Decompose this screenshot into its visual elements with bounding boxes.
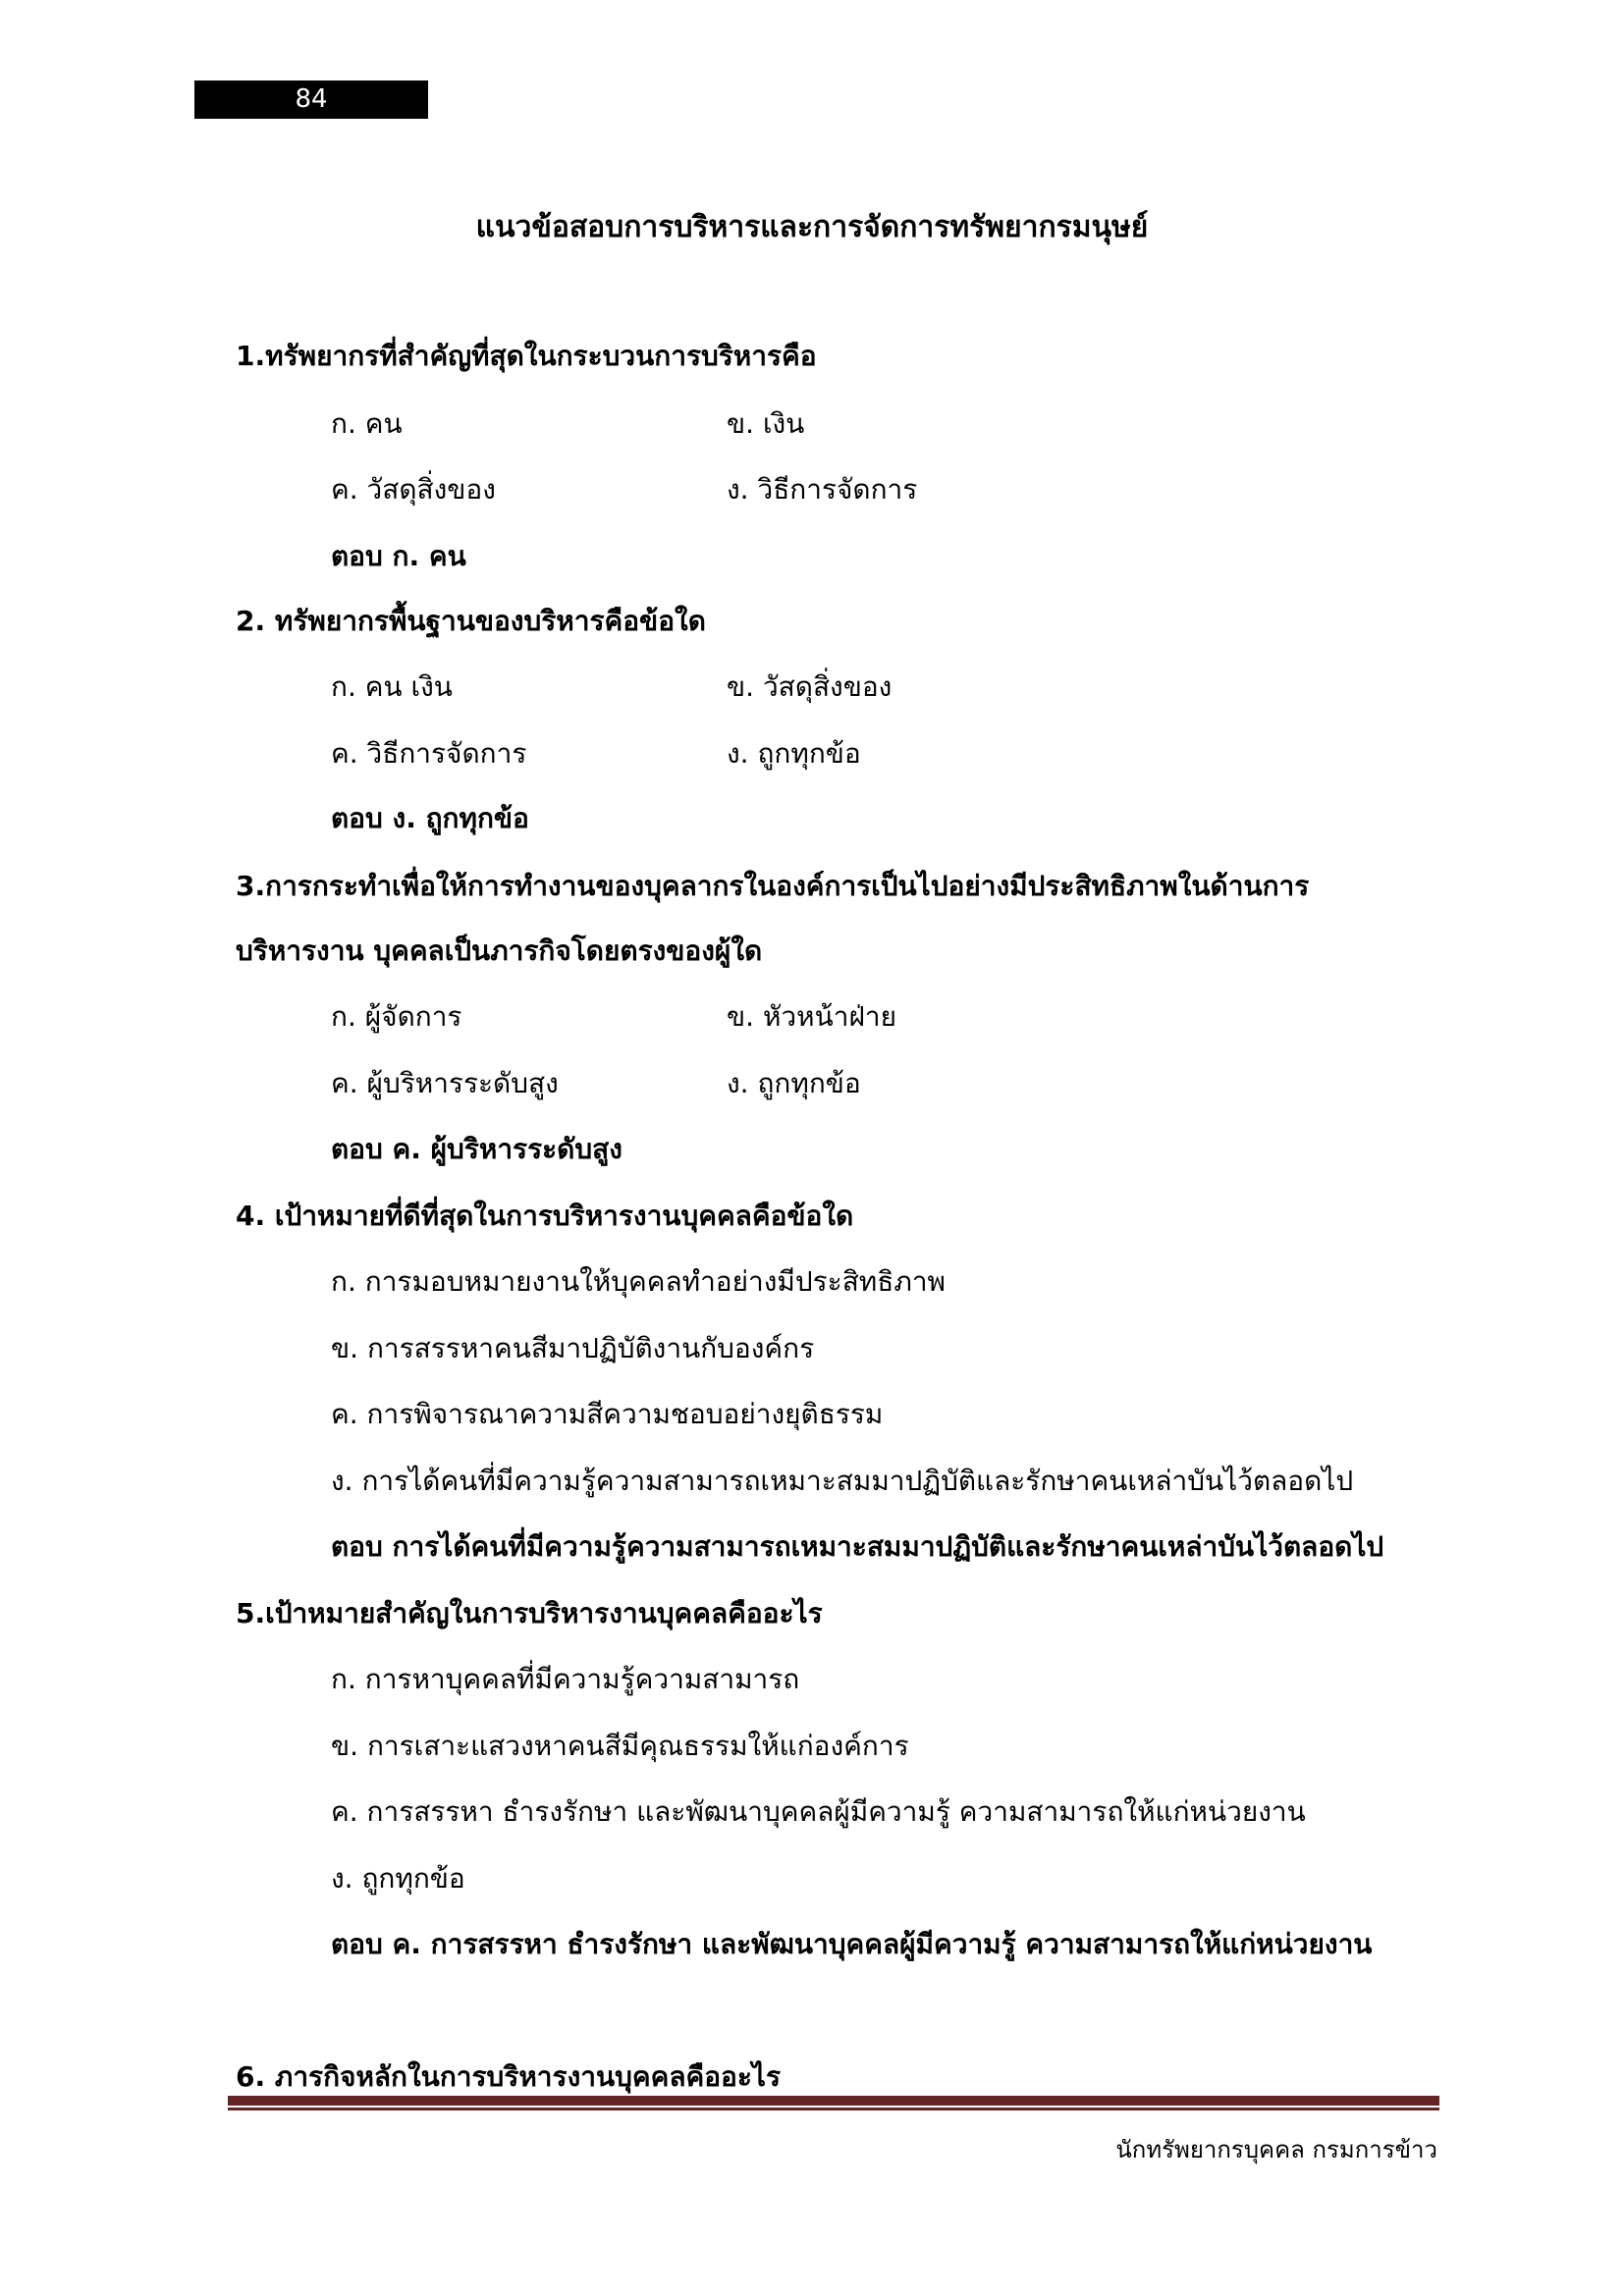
- q2-answer: ตอบ ง. ถูกทุกข้อ: [331, 802, 529, 834]
- q4-option-a: ก. การมอบหมายงานให้บุคคลทำอย่างมีประสิทธิภาพ: [331, 1265, 946, 1298]
- q4-answer: ตอบ การได้คนที่มีความรู้ความสามารถเหมาะสมมาปฏิบัติและรักษาคนเหล่าบันไว้ตลอดไป: [331, 1530, 1384, 1563]
- q1-option-d: ง. วิธีการจัดการ: [727, 473, 918, 506]
- q4-option-c: ค. การพิจารณาความสีความชอบอย่างยุติธรรม: [331, 1398, 884, 1430]
- q2-option-a: ก. คน เงิน: [331, 670, 453, 703]
- q3-option-b: ข. หัวหน้าฝ่าย: [727, 1000, 896, 1033]
- question-3-line-2: บริหารงาน บุคคลเป็นภารกิจโดยตรงของผู้ใด: [236, 934, 763, 967]
- q5-option-b: ข. การเสาะแสวงหาคนสีมีคุณธรรมให้แก่องค์การ: [331, 1730, 909, 1762]
- document-title: แนวข้อสอบการบริหารและการจัดการทรัพยากรมนุษย์: [475, 210, 1149, 244]
- q2-option-b: ข. วัสดุสิ่งของ: [727, 670, 893, 703]
- q1-answer: ตอบ ก. คน: [331, 540, 466, 572]
- q4-option-b: ข. การสรรหาคนสีมาปฏิบัติงานกับองค์กร: [331, 1332, 815, 1364]
- q5-option-c: ค. การสรรหา ธำรงรักษา และพัฒนาบุคคลผู้มีความรู้ ความสามารถให้แก่หน่วยงาน: [331, 1795, 1306, 1828]
- q5-option-a: ก. การหาบุคคลที่มีความรู้ความสามารถ: [331, 1663, 800, 1695]
- q2-option-d: ง. ถูกทุกข้อ: [727, 737, 861, 770]
- q3-option-c: ค. ผู้บริหารระดับสูง: [331, 1067, 559, 1099]
- q5-answer: ตอบ ค. การสรรหา ธำรงรักษา และพัฒนาบุคคลผู้มีความรู้ ความสามารถให้แก่หน่วยงาน: [331, 1928, 1373, 1960]
- q2-option-c: ค. วิธีการจัดการ: [331, 737, 527, 770]
- q1-option-c: ค. วัสดุสิ่งของ: [331, 473, 496, 506]
- footer-organization: นักทรัพยากรบุคคล กรมการข้าว: [1115, 2136, 1437, 2163]
- q4-option-d: ง. การได้คนที่มีความรู้ความสามารถเหมาะสมมาปฏิบัติและรักษาคนเหล่าบันไว้ตลอดไป: [331, 1465, 1354, 1497]
- question-5: 5.เป้าหมายสำคัญในการบริหารงานบุคคลคืออะไร: [236, 1597, 823, 1629]
- q5-option-d: ง. ถูกทุกข้อ: [331, 1862, 465, 1895]
- question-1: 1.ทรัพยากรที่สำคัญที่สุดในกระบวนการบริหารคือ: [236, 340, 817, 372]
- question-3-line-1: 3.การกระทำเพื่อให้การทำงานของบุคลากรในองค์การเป็นไปอย่างมีประสิทธิภาพในด้านการ: [236, 870, 1310, 902]
- page-number: 84: [295, 84, 328, 114]
- q3-answer: ตอบ ค. ผู้บริหารระดับสูง: [331, 1133, 623, 1165]
- question-2: 2. ทรัพยากรพื้นฐานของบริหารคือข้อใด: [236, 605, 706, 637]
- question-4: 4. เป้าหมายที่ดีที่สุดในการบริหารงานบุคคลคือข้อใด: [236, 1200, 854, 1232]
- footer-rule-thick: [228, 2096, 1439, 2106]
- question-6: 6. ภารกิจหลักในการบริหารงานบุคคลคืออะไร: [236, 2060, 782, 2093]
- page-number-badge: [194, 80, 428, 119]
- q1-option-b: ข. เงิน: [727, 407, 805, 440]
- q1-option-a: ก. คน: [331, 407, 403, 440]
- q3-option-d: ง. ถูกทุกข้อ: [727, 1067, 861, 1099]
- footer-rule-thin: [228, 2108, 1439, 2110]
- q3-option-a: ก. ผู้จัดการ: [331, 1000, 462, 1033]
